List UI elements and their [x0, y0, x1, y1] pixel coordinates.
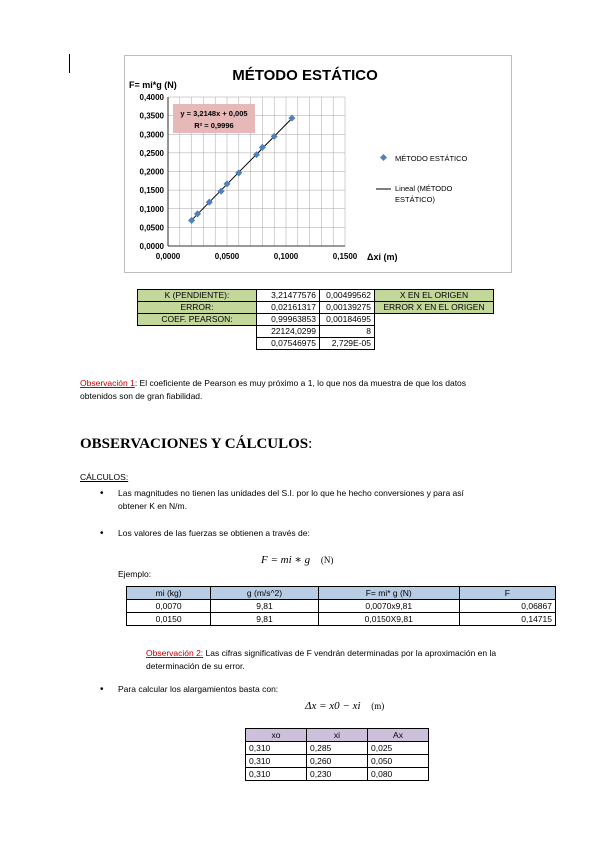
stretch-table-cell: 0,310 [246, 742, 307, 755]
stretch-table-cell: 0,260 [307, 755, 368, 768]
r2-label: R² = 0,9996 [194, 121, 234, 130]
stretch-table-cell: 0,050 [368, 755, 429, 768]
regression-cell: 2,729E-05 [320, 338, 375, 350]
y-axis-label: F= mi*g (N) [129, 80, 177, 90]
chart-frame [124, 55, 512, 273]
x-tick-label: 0,1500 [332, 252, 358, 261]
regression-cell: K (PENDIENTE): [138, 290, 257, 302]
stretch-formula-expr: Δx = x0 − xi [305, 700, 361, 712]
force-table-cell: 0,0070 [127, 600, 211, 613]
y-tick-label: 0,1000 [139, 204, 164, 214]
stretch-formula-unit: (m) [371, 701, 385, 711]
y-tick-label: 0,0500 [139, 223, 164, 233]
stretch-formula [305, 700, 384, 712]
regression-cell: 0,07546975 [257, 338, 320, 350]
stretch-table-cell: 0,310 [246, 755, 307, 768]
regression-cell: ERROR X EN EL ORIGEN [375, 302, 494, 314]
stretch-table-row [246, 742, 429, 755]
regression-cell: 0,00184695 [320, 314, 375, 326]
regression-cell: X EN EL ORIGEN [375, 290, 494, 302]
stretch-table [245, 728, 429, 781]
y-tick-label: 0,0000 [139, 242, 164, 251]
observation-2-text: Las cifras significativas de F vendrán determinadas por la aproximación en la [203, 648, 497, 658]
x-axis-label: Δxi (m) [367, 252, 398, 262]
force-table-header: F= mi* g (N) [318, 587, 459, 600]
regression-cell: 0,99963853 [257, 314, 320, 326]
x-tick-label: 0,1000 [273, 252, 299, 261]
regression-cell [375, 314, 494, 326]
trendline [192, 118, 292, 220]
stretch-table-cell: 0,310 [246, 768, 307, 781]
regression-cell: 22124,0299 [257, 326, 320, 338]
force-table-cell: 9,81 [211, 600, 319, 613]
force-table-row [127, 600, 556, 613]
observation-2 [146, 647, 566, 673]
regression-cell [375, 326, 494, 338]
regression-cell: 0,00139275 [320, 302, 375, 314]
data-point [259, 144, 266, 151]
y-tick-label: 0,3000 [139, 130, 164, 140]
observation-1-label: Observación 1 [80, 378, 135, 388]
calculations-label: CÁLCULOS: [80, 472, 129, 482]
regression-cell [138, 326, 257, 338]
section-heading [80, 436, 312, 453]
observation-1-text: : El coeficiente de Pearson es muy próximo a 1, lo que nos da muestra de que los datos [134, 378, 467, 388]
regression-cell: 0,00499562 [320, 290, 375, 302]
bullet-2 [100, 527, 558, 540]
example-label: Ejemplo: [118, 569, 152, 579]
equation-label: y = 3,2148x + 0,005 [180, 109, 248, 118]
y-tick-label: 0,1500 [139, 186, 164, 196]
stretch-table-cell: 0,230 [307, 768, 368, 781]
y-tick-label: 0,2500 [139, 148, 164, 158]
y-tick-label: 0,2000 [139, 167, 164, 177]
scatter-chart [125, 56, 511, 272]
legend-line-label-1: Lineal (MÉTODO [395, 184, 453, 193]
bullet-dot-icon: • [100, 684, 104, 695]
observation-1 [80, 377, 540, 403]
bullet-1 [100, 487, 558, 513]
force-table-cell: 0,14715 [459, 613, 555, 626]
stretch-table-header: Ax [368, 729, 429, 742]
bullet-1-text-2: obtener K en N/m. [118, 501, 187, 511]
observation-2-text-2: determinación de su error. [146, 661, 245, 671]
force-formula-expr: F = mi ∗ g [261, 554, 311, 566]
bullet-3-text: Para calcular los alargamientos basta con: [118, 684, 279, 694]
regression-cell: ERROR: [138, 302, 257, 314]
legend-marker-icon [380, 154, 387, 161]
bullet-1-text: Las magnitudes no tienen las unidades del S.I. por lo que he hecho conversiones y para así [118, 488, 464, 498]
regression-table [137, 289, 494, 350]
stretch-table-row [246, 768, 429, 781]
force-table-cell: 0,0150X9,81 [318, 613, 459, 626]
regression-cell [375, 338, 494, 350]
section-heading-colon: : [308, 436, 313, 452]
regression-cell: 8 [320, 326, 375, 338]
force-table-header: mi (kg) [127, 587, 211, 600]
data-point [218, 188, 225, 195]
regression-row [138, 302, 494, 314]
stretch-table-header: xi [307, 729, 368, 742]
force-table-row [127, 613, 556, 626]
chart-title: MÉTODO ESTÁTICO [232, 67, 378, 84]
regression-row [138, 338, 494, 350]
text-cursor [69, 54, 70, 73]
bullet-dot-icon: • [100, 488, 104, 499]
legend-line-label-2: ESTÁTICO) [395, 195, 436, 204]
regression-cell [138, 338, 257, 350]
section-heading-text: OBSERVACIONES Y CÁLCULOS [80, 436, 309, 452]
force-table [126, 586, 556, 626]
stretch-table-row [246, 755, 429, 768]
force-table-header: F [459, 587, 555, 600]
stretch-table-cell: 0,080 [368, 768, 429, 781]
stretch-table-header: xo [246, 729, 307, 742]
regression-cell: 0,02161317 [257, 302, 320, 314]
stretch-table-cell: 0,025 [368, 742, 429, 755]
force-table-cell: 0,06867 [459, 600, 555, 613]
legend-marker-label: MÉTODO ESTÁTICO [395, 154, 468, 163]
bullet-3 [100, 683, 558, 696]
force-table-cell: 0,0070x9,81 [318, 600, 459, 613]
observation-2-label: Observación 2: [146, 648, 204, 658]
y-tick-label: 0,3500 [139, 111, 164, 121]
regression-row [138, 290, 494, 302]
force-formula-unit: (N) [320, 555, 334, 565]
bullet-dot-icon: • [100, 528, 104, 539]
x-tick-label: 0,0500 [214, 252, 240, 261]
observation-1-text-2: obtenidos son de gran fiabilidad. [80, 391, 203, 401]
regression-row [138, 314, 494, 326]
force-table-cell: 9,81 [211, 613, 319, 626]
bullet-2-text: Los valores de las fuerzas se obtienen a través de: [118, 528, 310, 538]
force-formula [261, 553, 333, 566]
trendline-path [192, 118, 292, 220]
regression-cell: 3,21477576 [257, 290, 320, 302]
force-table-header: g (m/s^2) [211, 587, 319, 600]
regression-row [138, 326, 494, 338]
y-tick-label: 0,4000 [139, 93, 164, 102]
stretch-table-cell: 0,285 [307, 742, 368, 755]
regression-cell: COEF. PEARSON: [138, 314, 257, 326]
x-tick-label: 0,0000 [155, 252, 181, 261]
force-table-cell: 0,0150 [127, 613, 211, 626]
